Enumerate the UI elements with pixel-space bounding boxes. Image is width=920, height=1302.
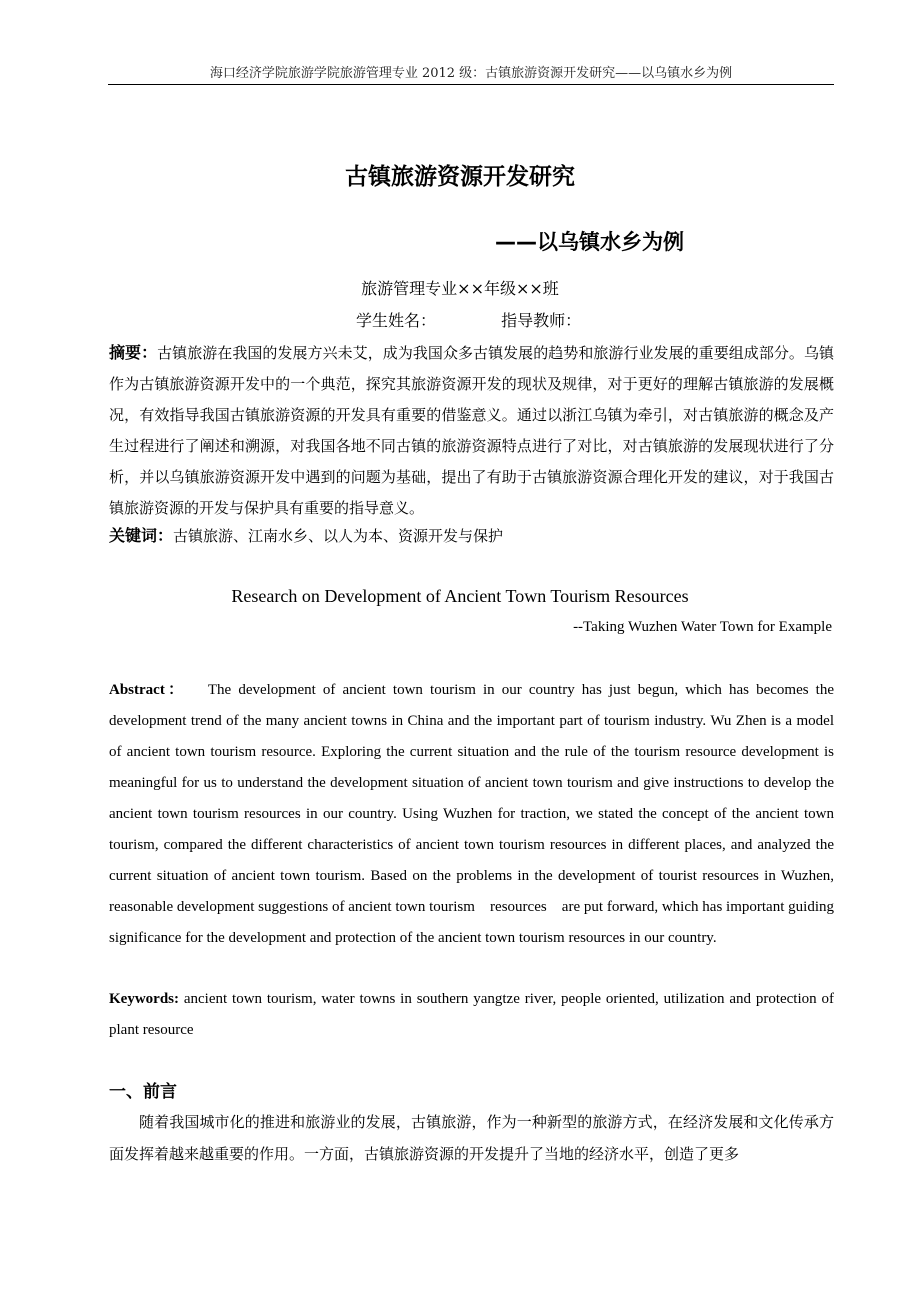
keywords-english-text: ancient town tourism, water towns in southern yangtze river, people oriented, utilization and protection of plant resource bbox=[109, 991, 834, 1038]
keywords-chinese-text: 古镇旅游、江南水乡、以人为本、资源开发与保护 bbox=[173, 527, 504, 545]
abstract-chinese bbox=[109, 337, 834, 524]
title-chinese: 古镇旅游资源开发研究 bbox=[345, 164, 575, 190]
header-rule bbox=[108, 84, 834, 85]
keywords-english bbox=[109, 984, 834, 1046]
major-class-line: 旅游管理专业××年级××班 bbox=[361, 279, 559, 298]
advisor-label: 指导教师： bbox=[501, 311, 582, 330]
student-advisor-line bbox=[356, 308, 581, 331]
subtitle-chinese: ——以乌镇水乡为例 bbox=[495, 230, 684, 254]
running-header: 海口经济学院旅游学院旅游管理专业 2012 级：古镇旅游资源开发研究——以乌镇水乡为例 bbox=[209, 66, 733, 81]
keywords-chinese-label: 关键词： bbox=[109, 526, 174, 545]
abstract-english-text: The development of ancient town tourism in our country has just begun, which has becomes the development trend of the many ancient towns in China and the important part of tourism industry. Wu Zhen is a model of ancient town tourism resource. Exploring the current situation and the rule of the tourism resource development is meaningful for us to understand the development situation of ancient town tourism and give instructions to develop the ancient town tourism resources in our country. Using Wuzhen for traction, we stated the concept of the ancient town tourism, compared the different characteristics of ancient town tourism resources in different places, and analyzed the current situation of ancient town tourism. Based on the problems in the development of tourist resources in Wuzhen, reasonable development suggestions of ancient town tourism resources are put forward, which has important guiding significance for the development and protection of the ancient town tourism resources in our country. bbox=[109, 682, 838, 946]
introduction-paragraph: 随着我国城市化的推进和旅游业的发展，古镇旅游，作为一种新型的旅游方式，在经济发展和文化传承方面发挥着越来越重要的作用。一方面，古镇旅游资源的开发提升了当地的经济水平，创造了更多 bbox=[109, 1113, 834, 1163]
keywords-chinese bbox=[109, 520, 834, 552]
subtitle-english: --Taking Wuzhen Water Town for Example bbox=[573, 619, 832, 635]
abstract-english bbox=[109, 675, 838, 954]
abstract-english-label: Abstract： bbox=[109, 682, 187, 698]
abstract-chinese-label: 摘要： bbox=[109, 343, 158, 362]
keywords-english-label: Keywords: bbox=[109, 991, 179, 1007]
abstract-chinese-text: 古镇旅游在我国的发展方兴未艾，成为我国众多古镇发展的趋势和旅游行业发展的重要组成部分。乌镇作为古镇旅游资源开发中的一个典范，探究其旅游资源开发的现状及规律，对于更好的理解古镇旅游的发展概况，有效指导我国古镇旅游资源的开发具有重要的借鉴意义。通过以浙江乌镇为牵引，对古镇旅游的概念及产生过程进行了阐述和溯源，对我国各地不同古镇的旅游资源特点进行了对比，对古镇旅游的发展现状进行了分析，并以乌镇旅游资源开发中遇到的问题为基础，提出了有助于古镇旅游资源合理化开发的建议，对于我国古镇旅游资源的开发与保护具有重要的指导意义。 bbox=[109, 344, 834, 517]
student-name-label: 学生姓名： bbox=[356, 311, 437, 330]
section-heading-introduction: 一、前言 bbox=[109, 1082, 177, 1102]
title-english: Research on Development of Ancient Town Tourism Resources bbox=[231, 586, 689, 606]
